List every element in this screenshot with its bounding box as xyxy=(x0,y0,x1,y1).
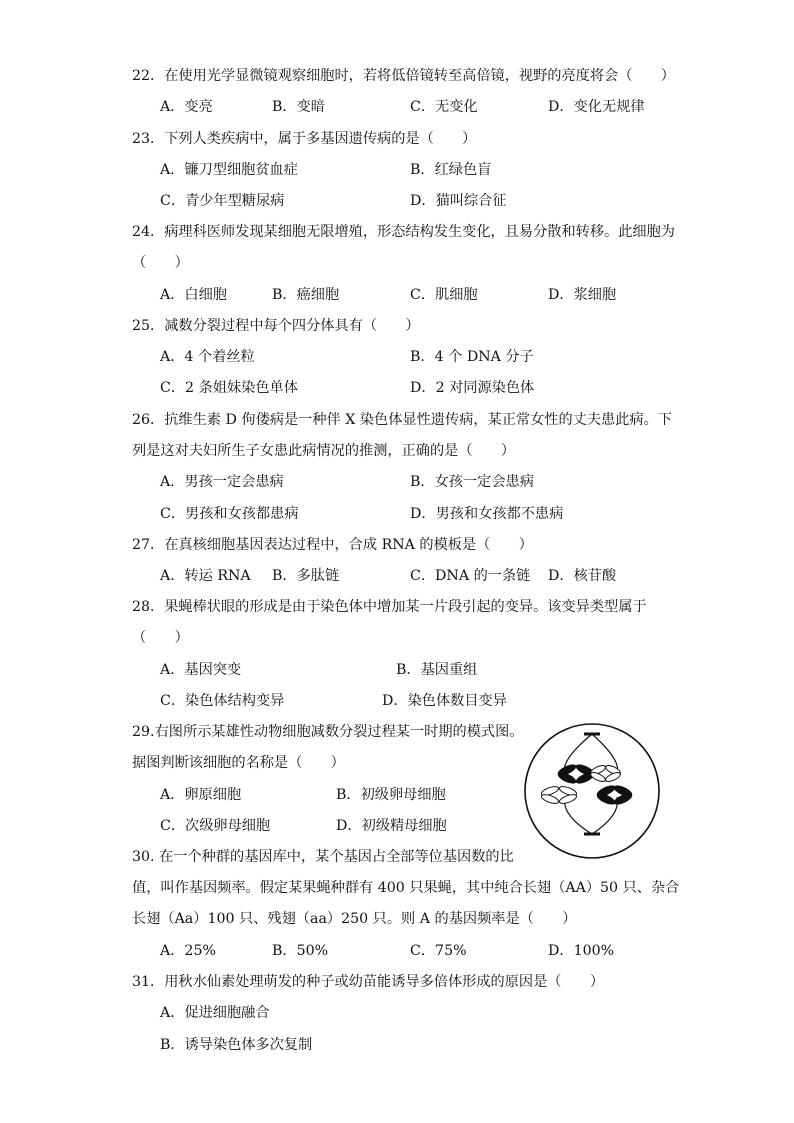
question-28-stem-line-2: （ ） xyxy=(132,630,189,646)
chromosome-black-top xyxy=(556,762,596,786)
question-27-option-d[interactable]: D．核苷酸 xyxy=(548,568,617,584)
question-29-option-b[interactable]: B．初级卵母细胞 xyxy=(336,787,446,803)
question-30-option-d[interactable]: D．100% xyxy=(548,943,615,959)
question-28-option-c[interactable]: C．染色体结构变异 xyxy=(160,693,285,709)
question-22-stem: 22．在使用光学显微镜观察细胞时，若将低倍镜转至高倍镜，视野的亮度将会（ ） xyxy=(132,68,675,84)
question-30-option-b[interactable]: B．50% xyxy=(272,943,329,959)
question-30-stem-line-3: 长翅（Aa）100 只、残翅（aa）250 只。则 A 的基因频率是（ ） xyxy=(132,911,577,927)
question-23-option-a[interactable]: A．镰刀型细胞贫血症 xyxy=(160,162,298,178)
question-27-option-c[interactable]: C．DNA 的一条链 xyxy=(410,568,531,584)
question-28-option-b[interactable]: B．基因重组 xyxy=(396,662,478,678)
question-24-option-c[interactable]: C．肌细胞 xyxy=(410,287,478,303)
question-24-option-a[interactable]: A．白细胞 xyxy=(160,287,227,303)
question-27-option-b[interactable]: B．多肽链 xyxy=(272,568,340,584)
question-22-option-c[interactable]: C．无变化 xyxy=(410,99,478,115)
question-28-option-d[interactable]: D．染色体数目变异 xyxy=(382,693,507,709)
question-29-option-c[interactable]: C．次级卵母细胞 xyxy=(160,818,271,834)
question-25-option-b[interactable]: B．4 个 DNA 分子 xyxy=(410,349,534,365)
question-31-stem: 31．用秋水仙素处理萌发的种子或幼苗能诱导多倍体形成的原因是（ ） xyxy=(132,974,605,990)
question-26-option-b[interactable]: B．女孩一定会患病 xyxy=(410,474,534,490)
question-23-stem: 23．下列人类疾病中，属于多基因遗传病的是（ ） xyxy=(132,131,477,147)
chromosome-black-bottom xyxy=(595,783,634,807)
question-28-stem-line-1: 28．果蝇棒状眼的形成是由于染色体中增加某一片段引起的变异。该变异类型属于 xyxy=(132,599,647,615)
question-29-option-a[interactable]: A．卵原细胞 xyxy=(160,787,242,803)
question-23-option-c[interactable]: C．青少年型糖尿病 xyxy=(160,193,285,209)
question-24-stem-line-2: （ ） xyxy=(132,255,189,271)
question-25-option-a[interactable]: A．4 个着丝粒 xyxy=(160,349,255,365)
question-31-option-b[interactable]: B．诱导染色体多次复制 xyxy=(160,1037,313,1053)
question-22-option-d[interactable]: D．变化无规律 xyxy=(548,99,645,115)
question-27-stem: 27．在真核细胞基因表达过程中，合成 RNA 的模板是（ ） xyxy=(132,537,533,553)
question-23-option-d[interactable]: D．猫叫综合征 xyxy=(410,193,507,209)
chromosome-white-bottom xyxy=(540,785,577,806)
question-26-option-d[interactable]: D．男孩和女孩都不患病 xyxy=(410,506,564,522)
meiosis-cell-diagram xyxy=(521,720,663,862)
question-25-stem: 25．减数分裂过程中每个四分体具有（ ） xyxy=(132,318,420,334)
question-28-option-a[interactable]: A．基因突变 xyxy=(160,662,242,678)
question-26-stem-line-2: 列是这对夫妇所生子女患此病情况的推测，正确的是（ ） xyxy=(132,443,516,459)
question-26-option-c[interactable]: C．男孩和女孩都患病 xyxy=(160,506,299,522)
question-23-option-b[interactable]: B．红绿色盲 xyxy=(410,162,492,178)
question-25-option-c[interactable]: C．2 条姐妹染色单体 xyxy=(160,380,298,396)
question-30-option-a[interactable]: A．25% xyxy=(160,943,216,959)
question-26-option-a[interactable]: A．男孩一定会患病 xyxy=(160,474,284,490)
question-24-option-d[interactable]: D．浆细胞 xyxy=(548,287,617,303)
question-30-option-c[interactable]: C．75% xyxy=(410,943,467,959)
question-27-option-a[interactable]: A．转运 RNA xyxy=(160,568,251,584)
question-22-option-b[interactable]: B．变暗 xyxy=(272,99,325,115)
question-22-option-a[interactable]: A．变亮 xyxy=(160,99,213,115)
question-24-option-b[interactable]: B．癌细胞 xyxy=(272,287,340,303)
question-29-option-d[interactable]: D．初级精母细胞 xyxy=(336,818,447,834)
question-25-option-d[interactable]: D．2 对同源染色体 xyxy=(410,380,535,396)
question-29-stem-line-2: 据图判断该细胞的名称是（ ） xyxy=(132,755,345,771)
question-29-stem-line-1: 29.右图所示某雄性动物细胞减数分裂过程某一时期的模式图。 xyxy=(132,724,524,740)
question-26-stem-line-1: 26．抗维生素 D 佝偻病是一种伴 X 染色体显性遗传病，某正常女性的丈夫患此病。下 xyxy=(132,412,672,428)
question-31-option-a[interactable]: A．促进细胞融合 xyxy=(160,1005,270,1021)
question-30-stem-line-2: 值，叫作基因频率。假定某果蝇种群有 400 只果蝇，其中纯合长翅（AA）50 只、杂合 xyxy=(132,880,680,896)
question-30-stem-line-1: 30. 在一个种群的基因库中，某个基因占全部等位基因数的比 xyxy=(132,849,514,865)
question-24-stem-line-1: 24．病理科医师发现某细胞无限增殖，形态结构发生变化，且易分散和转移。此细胞为 xyxy=(132,224,675,240)
